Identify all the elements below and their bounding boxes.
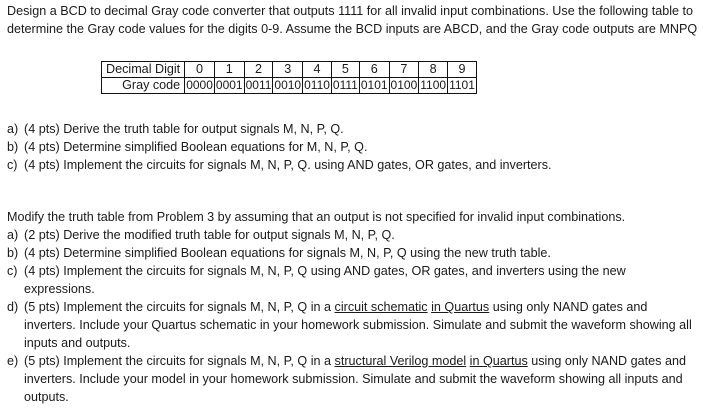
digit-cell: 7 (389, 62, 419, 78)
gray-code-cell: 0100 (390, 78, 418, 92)
digit-cell: 0 (185, 62, 215, 78)
gray-code-row-header: Gray code (102, 78, 185, 94)
underlined-term: in Quartus (469, 354, 528, 368)
list-item (7, 262, 699, 298)
item-text (24, 352, 699, 406)
item-text-part: using only NAND gates and inverters. Include your model in your homework submission. Simulate and submit the waveform showing all inputs and outputs. (24, 354, 686, 404)
gray-code-table (101, 61, 477, 94)
list-item (7, 138, 699, 156)
digit-cell: 6 (359, 62, 389, 78)
digit-row (102, 62, 477, 78)
digit-cell: 2 (244, 62, 273, 78)
gray-code-cell: 0000 (186, 78, 213, 92)
item-marker: b) (7, 246, 19, 260)
item-text: (4 pts) Determine simplified Boolean equations for M, N, P, Q. (24, 140, 368, 154)
item-text-part: (5 pts) Implement the circuits for signals M, N, P, Q in a (24, 300, 335, 314)
part2-intro: Modify the truth table from Problem 3 by assuming that an output is not specified for invalid input combinations. (7, 210, 626, 224)
list-item (7, 352, 699, 406)
gray-code-cell: 1100 (420, 78, 447, 92)
digit-cell: 8 (419, 62, 448, 78)
digit-cell: 5 (331, 62, 359, 78)
digit-row-header: Decimal Digit (102, 62, 185, 78)
gray-code-row (102, 78, 477, 94)
list-item (7, 120, 699, 138)
digit-cell: 1 (214, 62, 244, 78)
gray-code-cell: 1101 (449, 78, 475, 92)
item-text: (4 pts) Determine simplified Boolean equations for signals M, N, P, Q using the new truth table. (24, 246, 551, 260)
digit-cell: 3 (273, 62, 303, 78)
digit-cell: 9 (448, 62, 477, 78)
gray-code-cell: 0110 (304, 78, 330, 92)
item-text: (4 pts) Implement the circuits for signals M, N, P, Q. using AND gates, OR gates, and inverters. (24, 158, 552, 172)
list-item (7, 244, 699, 262)
problem-intro: Design a BCD to decimal Gray code converter that outputs 1111 for all invalid input combinations. Use the following table to determine the Gray code values for the digits 0-9. Assume the BCD inputs are ABCD, and the Gray code outputs are MNPQ (7, 4, 698, 36)
item-text: (4 pts) Derive the truth table for output signals M, N, P, Q. (24, 122, 344, 136)
item-marker: b) (7, 140, 19, 154)
gray-code-cell: 0111 (332, 78, 358, 92)
part2-list (7, 226, 699, 406)
gray-code-cell: 0101 (360, 78, 388, 92)
list-item (7, 298, 699, 352)
list-item (7, 226, 699, 244)
gray-code-cell: 0001 (215, 78, 243, 92)
item-marker: d) (7, 300, 19, 314)
gray-code-cell: 0010 (274, 78, 302, 92)
list-item (7, 156, 699, 174)
item-text-part: using only NAND gates and inverters. Include your Quartus schematic in your homework submission. Simulate and submit the waveform showing all inputs and outputs. (24, 300, 692, 350)
item-marker: e) (7, 354, 19, 368)
underlined-term: in Quartus (431, 300, 490, 314)
item-marker: c) (7, 264, 18, 278)
item-text-part: (5 pts) Implement the circuits for signals M, N, P, Q in a (24, 354, 335, 368)
underlined-term: structural Verilog model (334, 354, 467, 368)
item-marker: a) (7, 228, 19, 242)
underlined-term: circuit schematic (334, 300, 428, 314)
item-text (24, 298, 699, 352)
gray-code-cell: 0011 (245, 78, 272, 92)
item-text: (4 pts) Implement the circuits for signals M, N, P, Q using AND gates, OR gates, and inverters using the new expressions. (24, 264, 626, 296)
item-marker: c) (7, 158, 18, 172)
part1-list (7, 120, 699, 174)
item-text: (2 pts) Derive the modified truth table for output signals M, N, P, Q. (24, 228, 395, 242)
item-marker: a) (7, 122, 19, 136)
digit-cell: 4 (303, 62, 332, 78)
